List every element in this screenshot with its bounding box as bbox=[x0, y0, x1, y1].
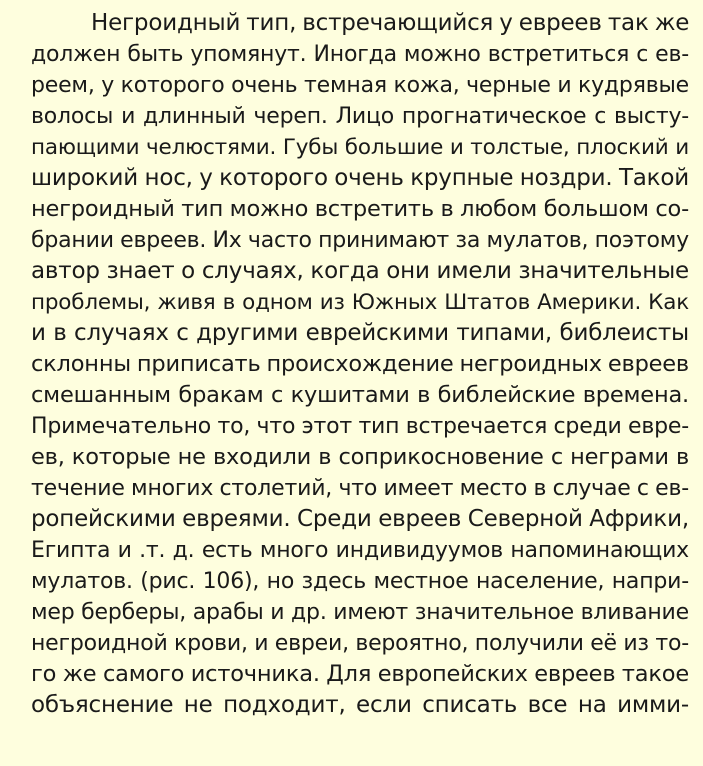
text-line: и в случаях с другими еврейскими типами, библеисты bbox=[31, 320, 689, 346]
text-line: ропейскими евреями. Среди евреев Северной Африки, bbox=[31, 506, 689, 532]
text-line: ев, которые не входили в соприкосновение с неграми в bbox=[31, 444, 689, 470]
text-line: брании евреев. Их часто принимают за мулатов, поэтому bbox=[31, 228, 689, 253]
text-line: течение многих столетий, что имеет место в случае с ев- bbox=[31, 476, 689, 501]
text-line: объяснение не подходит, если списать все на имми- bbox=[31, 692, 689, 718]
text-line: го же самого источника. Для европейских евреев такое bbox=[31, 661, 689, 687]
text-line: негроидный тип можно встретить в любом большом со- bbox=[31, 196, 689, 222]
paragraph bbox=[31, 8, 689, 721]
text-line: склонны приписать происхождение негроидных евреев bbox=[31, 351, 689, 377]
text-line: волосы и длинный череп. Лицо прогнатическое с высту- bbox=[31, 104, 689, 129]
text-line: проблемы, живя в одном из Южных Штатов Америки. Как bbox=[31, 290, 689, 315]
text-line: Примечательно то, что этот тип встречается среди евре- bbox=[31, 414, 689, 439]
text-line: мер берберы, арабы и др. имеют значительное вливание bbox=[31, 600, 689, 625]
text-line: мулатов. (рис. 106), но здесь местное население, напри- bbox=[31, 569, 689, 594]
text-line: широкий нос, у которого очень крупные ноздри. Такой bbox=[31, 165, 689, 191]
text-line: Египта и .т. д. есть много индивидуумов напоминающих bbox=[31, 538, 689, 563]
text-line: реем, у которого очень темная кожа, черные и кудрявые bbox=[31, 73, 689, 98]
text-line: должен быть упомянут. Иногда можно встретиться с ев- bbox=[31, 42, 689, 67]
text-line: негроидной крови, и евреи, вероятно, получили её из то- bbox=[31, 631, 689, 656]
text-line: смешанным бракам с кушитами в библейские времена. bbox=[31, 382, 689, 408]
text-line: пающими челюстями. Губы большие и толстые, плоский и bbox=[31, 135, 689, 160]
text-line: автор знает о случаях, когда они имели значительные bbox=[31, 258, 689, 284]
text-line: Негроидный тип, встречающийся у евреев так же bbox=[91, 10, 690, 36]
